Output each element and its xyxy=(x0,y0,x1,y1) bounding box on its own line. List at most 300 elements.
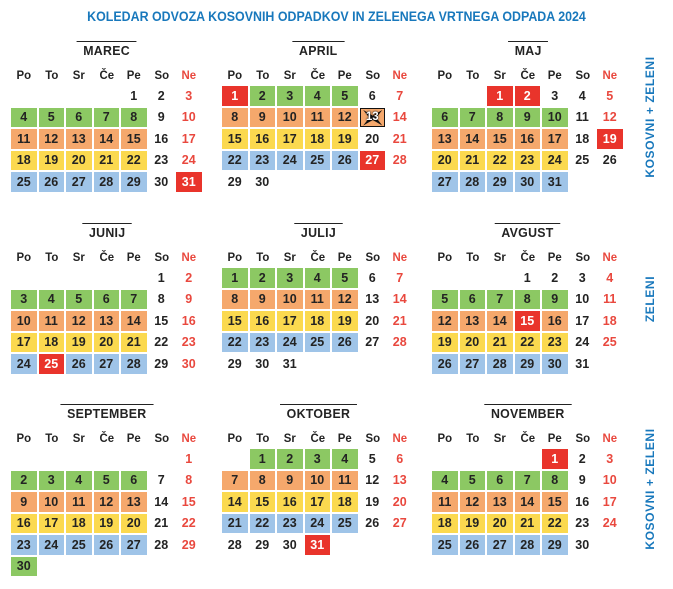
weekday-header-če: Če xyxy=(98,68,114,82)
day-cell-junij-2: 2 xyxy=(185,270,193,285)
weekday-header-so: So xyxy=(364,250,380,264)
empty-cell xyxy=(360,535,386,555)
day-cell-julij-22: 22 xyxy=(222,333,248,353)
day-cell-julij-7: 7 xyxy=(396,270,404,285)
weekday-header-sr: Sr xyxy=(283,250,296,264)
weekday-header-sr: Sr xyxy=(493,68,506,82)
day-cell-september-1: 1 xyxy=(185,451,193,466)
day-cell-november-3: 3 xyxy=(606,451,614,466)
day-cell-april-21: 21 xyxy=(392,131,407,146)
day-grid xyxy=(10,448,204,577)
day-cell-oktober-7: 7 xyxy=(222,471,248,491)
day-cell-junij-10: 10 xyxy=(11,311,37,331)
day-cell-oktober-5: 5 xyxy=(368,451,376,466)
day-cell-junij-19: 19 xyxy=(66,333,92,353)
side-label-kosovni-zeleni-bottom: KOSOVNI + ZELENI xyxy=(643,428,657,550)
empty-cell xyxy=(432,86,458,106)
day-cell-november-19: 19 xyxy=(460,514,486,534)
day-grid xyxy=(431,448,625,556)
day-cell-marec-10: 10 xyxy=(181,110,196,125)
day-cell-november-8: 8 xyxy=(542,471,568,491)
weekday-header-row xyxy=(431,430,625,448)
month-september xyxy=(10,403,204,577)
day-cell-julij-16: 16 xyxy=(250,311,276,331)
day-cell-april-24: 24 xyxy=(277,151,303,171)
day-cell-september-27: 27 xyxy=(121,535,147,555)
day-cell-junij-21: 21 xyxy=(121,333,147,353)
day-cell-junij-8: 8 xyxy=(157,292,165,307)
day-cell-oktober-23: 23 xyxy=(277,514,303,534)
day-cell-april-28: 28 xyxy=(392,153,407,168)
day-cell-junij-17: 17 xyxy=(11,333,37,353)
day-cell-marec-9: 9 xyxy=(157,110,165,125)
weekday-header-če: Če xyxy=(309,250,325,264)
weekday-header-to: To xyxy=(44,250,58,264)
day-cell-julij-29: 29 xyxy=(227,356,242,371)
day-cell-junij-28: 28 xyxy=(121,354,147,374)
day-grid xyxy=(431,85,625,193)
day-cell-julij-12: 12 xyxy=(332,290,358,310)
day-cell-marec-31: 31 xyxy=(176,172,202,192)
day-cell-marec-28: 28 xyxy=(94,172,120,192)
day-cell-maj-21: 21 xyxy=(460,151,486,171)
weekday-header-row xyxy=(10,430,204,448)
day-cell-november-13: 13 xyxy=(487,492,513,512)
day-cell-marec-18: 18 xyxy=(11,151,37,171)
weekday-header-ne: Ne xyxy=(602,431,618,445)
weekday-header-sr: Sr xyxy=(493,431,506,445)
day-cell-julij-11: 11 xyxy=(305,290,331,310)
day-cell-avgust-28: 28 xyxy=(487,354,513,374)
day-cell-april-25: 25 xyxy=(305,151,331,171)
month-title: JUNIJ xyxy=(82,223,132,240)
day-cell-september-5: 5 xyxy=(94,471,120,491)
day-cell-julij-10: 10 xyxy=(277,290,303,310)
day-cell-november-14: 14 xyxy=(515,492,541,512)
empty-cell xyxy=(460,449,486,469)
day-cell-april-8: 8 xyxy=(222,108,248,128)
day-cell-junij-15: 15 xyxy=(154,313,169,328)
day-cell-april-12: 12 xyxy=(332,108,358,128)
empty-cell xyxy=(66,86,92,106)
day-cell-maj-14: 14 xyxy=(460,129,486,149)
day-cell-marec-26: 26 xyxy=(39,172,65,192)
empty-cell xyxy=(66,557,92,577)
day-cell-oktober-15: 15 xyxy=(250,492,276,512)
weekday-header-ne: Ne xyxy=(181,68,197,82)
empty-cell xyxy=(11,268,37,288)
day-cell-julij-14: 14 xyxy=(392,292,407,307)
day-cell-maj-17: 17 xyxy=(542,129,568,149)
weekday-header-to: To xyxy=(255,250,269,264)
day-cell-oktober-13: 13 xyxy=(392,473,407,488)
day-cell-maj-11: 11 xyxy=(575,110,589,125)
day-cell-julij-1: 1 xyxy=(222,268,248,288)
day-cell-april-18: 18 xyxy=(305,129,331,149)
day-cell-maj-30: 30 xyxy=(515,172,541,192)
month-title: SEPTEMBER xyxy=(61,404,154,421)
empty-cell xyxy=(39,86,65,106)
weekday-header-sr: Sr xyxy=(493,250,506,264)
weekday-header-po: Po xyxy=(227,68,243,82)
day-cell-junij-3: 3 xyxy=(11,290,37,310)
weekday-header-pe: Pe xyxy=(337,68,352,82)
day-cell-september-20: 20 xyxy=(121,514,147,534)
weekday-header-po: Po xyxy=(227,250,243,264)
weekday-header-ne: Ne xyxy=(181,431,197,445)
day-cell-marec-8: 8 xyxy=(121,108,147,128)
day-cell-avgust-14: 14 xyxy=(487,311,513,331)
day-cell-oktober-20: 20 xyxy=(392,494,407,509)
weekday-header-ne: Ne xyxy=(392,431,408,445)
day-cell-avgust-11: 11 xyxy=(603,292,617,307)
weekday-header-če: Če xyxy=(309,431,325,445)
weekday-header-so: So xyxy=(574,431,590,445)
weekday-header-so: So xyxy=(153,250,169,264)
day-cell-maj-13: 13 xyxy=(432,129,458,149)
day-cell-maj-1: 1 xyxy=(487,86,513,106)
day-cell-april-20: 20 xyxy=(365,131,380,146)
day-cell-april-7: 7 xyxy=(396,88,404,103)
day-cell-april-19: 19 xyxy=(332,129,358,149)
month-title: MAREC xyxy=(77,41,137,58)
day-cell-junij-12: 12 xyxy=(66,311,92,331)
day-cell-junij-1: 1 xyxy=(157,270,165,285)
weekday-header-to: To xyxy=(465,431,479,445)
day-cell-avgust-22: 22 xyxy=(515,333,541,353)
day-cell-maj-29: 29 xyxy=(487,172,513,192)
day-cell-november-28: 28 xyxy=(515,535,541,555)
day-cell-marec-11: 11 xyxy=(11,129,37,149)
day-cell-julij-25: 25 xyxy=(305,333,331,353)
weekday-header-pe: Pe xyxy=(126,431,141,445)
day-cell-november-4: 4 xyxy=(432,471,458,491)
day-cell-avgust-17: 17 xyxy=(575,313,590,328)
day-cell-junij-16: 16 xyxy=(181,313,196,328)
day-cell-september-29: 29 xyxy=(181,537,196,552)
day-cell-april-15: 15 xyxy=(222,129,248,149)
empty-cell xyxy=(66,268,92,288)
month-title: APRIL xyxy=(292,41,344,58)
day-cell-november-17: 17 xyxy=(602,494,617,509)
day-cell-oktober-10: 10 xyxy=(305,471,331,491)
day-cell-september-28: 28 xyxy=(154,537,169,552)
empty-cell xyxy=(597,535,623,555)
day-cell-avgust-29: 29 xyxy=(515,354,541,374)
day-cell-september-24: 24 xyxy=(39,535,65,555)
day-cell-maj-5: 5 xyxy=(606,88,614,103)
empty-cell xyxy=(121,557,147,577)
day-cell-junij-14: 14 xyxy=(121,311,147,331)
weekday-header-sr: Sr xyxy=(283,68,296,82)
empty-cell xyxy=(305,354,331,374)
day-cell-maj-25: 25 xyxy=(575,153,590,168)
weekday-header-so: So xyxy=(574,68,590,82)
month-november xyxy=(431,403,625,556)
day-cell-avgust-30: 30 xyxy=(542,354,568,374)
day-cell-avgust-31: 31 xyxy=(575,356,590,371)
day-cell-maj-27: 27 xyxy=(432,172,458,192)
weekday-header-po: Po xyxy=(16,68,32,82)
empty-cell xyxy=(387,172,413,192)
weekday-header-to: To xyxy=(465,250,479,264)
day-cell-april-17: 17 xyxy=(277,129,303,149)
day-cell-avgust-4: 4 xyxy=(606,270,614,285)
day-cell-marec-15: 15 xyxy=(121,129,147,149)
day-cell-september-12: 12 xyxy=(94,492,120,512)
day-cell-marec-17: 17 xyxy=(181,131,196,146)
empty-cell xyxy=(332,354,358,374)
day-cell-oktober-3: 3 xyxy=(305,449,331,469)
day-cell-oktober-9: 9 xyxy=(277,471,303,491)
weekday-header-ne: Ne xyxy=(392,68,408,82)
day-cell-avgust-24: 24 xyxy=(575,335,590,350)
weekday-header-row xyxy=(431,249,625,267)
day-cell-julij-30: 30 xyxy=(255,356,270,371)
empty-cell xyxy=(94,557,120,577)
weekday-header-so: So xyxy=(364,431,380,445)
day-cell-september-21: 21 xyxy=(154,516,169,531)
day-cell-september-15: 15 xyxy=(181,494,196,509)
day-cell-maj-22: 22 xyxy=(487,151,513,171)
day-cell-julij-15: 15 xyxy=(222,311,248,331)
day-cell-junij-27: 27 xyxy=(94,354,120,374)
empty-cell xyxy=(305,172,331,192)
empty-cell xyxy=(460,86,486,106)
day-cell-oktober-12: 12 xyxy=(365,473,380,488)
day-cell-oktober-25: 25 xyxy=(332,514,358,534)
day-cell-junij-6: 6 xyxy=(94,290,120,310)
day-cell-maj-3: 3 xyxy=(551,88,559,103)
day-cell-marec-13: 13 xyxy=(66,129,92,149)
day-cell-julij-27: 27 xyxy=(365,335,380,350)
day-cell-november-9: 9 xyxy=(578,473,586,488)
day-cell-april-14: 14 xyxy=(392,110,407,125)
day-cell-maj-20: 20 xyxy=(432,151,458,171)
day-cell-maj-28: 28 xyxy=(460,172,486,192)
weekday-header-so: So xyxy=(364,68,380,82)
empty-cell xyxy=(387,354,413,374)
day-cell-november-16: 16 xyxy=(575,494,590,509)
day-cell-junij-7: 7 xyxy=(121,290,147,310)
day-cell-julij-28: 28 xyxy=(392,335,407,350)
day-grid xyxy=(431,267,625,375)
day-cell-marec-19: 19 xyxy=(39,151,65,171)
day-cell-oktober-11: 11 xyxy=(332,471,358,491)
day-cell-marec-12: 12 xyxy=(39,129,65,149)
month-oktober xyxy=(221,403,415,556)
day-cell-avgust-18: 18 xyxy=(602,313,617,328)
day-cell-april-5: 5 xyxy=(332,86,358,106)
weekday-header-to: To xyxy=(44,431,58,445)
day-cell-marec-30: 30 xyxy=(154,174,169,189)
day-cell-oktober-31: 31 xyxy=(305,535,331,555)
day-cell-avgust-16: 16 xyxy=(542,311,568,331)
day-cell-julij-5: 5 xyxy=(332,268,358,288)
day-cell-avgust-15: 15 xyxy=(515,311,541,331)
day-cell-oktober-29: 29 xyxy=(255,537,270,552)
day-cell-maj-8: 8 xyxy=(487,108,513,128)
day-cell-september-16: 16 xyxy=(11,514,37,534)
day-cell-maj-2: 2 xyxy=(515,86,541,106)
day-cell-avgust-9: 9 xyxy=(542,290,568,310)
day-cell-junij-29: 29 xyxy=(154,356,169,371)
day-cell-junij-13: 13 xyxy=(94,311,120,331)
day-cell-maj-6: 6 xyxy=(432,108,458,128)
day-cell-maj-10: 10 xyxy=(542,108,568,128)
empty-cell xyxy=(94,86,120,106)
day-cell-avgust-21: 21 xyxy=(487,333,513,353)
weekday-header-to: To xyxy=(255,68,269,82)
day-cell-september-7: 7 xyxy=(157,473,165,488)
empty-cell xyxy=(432,449,458,469)
day-cell-junij-9: 9 xyxy=(185,292,193,307)
day-cell-julij-3: 3 xyxy=(277,268,303,288)
day-cell-november-5: 5 xyxy=(460,471,486,491)
day-cell-marec-1: 1 xyxy=(130,88,138,103)
day-cell-avgust-7: 7 xyxy=(487,290,513,310)
day-cell-avgust-26: 26 xyxy=(432,354,458,374)
day-cell-avgust-23: 23 xyxy=(542,333,568,353)
day-cell-november-21: 21 xyxy=(515,514,541,534)
day-cell-maj-15: 15 xyxy=(487,129,513,149)
day-cell-avgust-5: 5 xyxy=(432,290,458,310)
empty-cell xyxy=(597,354,623,374)
day-cell-september-25: 25 xyxy=(66,535,92,555)
day-cell-oktober-22: 22 xyxy=(250,514,276,534)
day-cell-maj-24: 24 xyxy=(542,151,568,171)
day-cell-april-22: 22 xyxy=(222,151,248,171)
empty-cell xyxy=(11,86,37,106)
weekday-header-pe: Pe xyxy=(337,250,352,264)
day-cell-april-4: 4 xyxy=(305,86,331,106)
day-cell-oktober-27: 27 xyxy=(392,516,407,531)
day-cell-november-7: 7 xyxy=(515,471,541,491)
day-cell-oktober-1: 1 xyxy=(250,449,276,469)
weekday-header-to: To xyxy=(44,68,58,82)
day-cell-junij-23: 23 xyxy=(181,335,196,350)
weekday-header-pe: Pe xyxy=(126,250,141,264)
month-title: NOVEMBER xyxy=(485,404,572,421)
empty-cell xyxy=(121,449,147,469)
day-cell-julij-4: 4 xyxy=(305,268,331,288)
weekday-header-row xyxy=(10,67,204,85)
day-cell-marec-25: 25 xyxy=(11,172,37,192)
day-grid xyxy=(221,267,415,375)
empty-cell xyxy=(66,449,92,469)
day-grid xyxy=(10,267,204,375)
day-cell-marec-20: 20 xyxy=(66,151,92,171)
weekday-header-po: Po xyxy=(227,431,243,445)
weekday-header-sr: Sr xyxy=(72,68,85,82)
day-cell-november-1: 1 xyxy=(542,449,568,469)
day-cell-junij-30: 30 xyxy=(181,356,196,371)
day-cell-april-6: 6 xyxy=(368,88,376,103)
weekday-header-če: Če xyxy=(98,250,114,264)
weekday-header-pe: Pe xyxy=(547,250,562,264)
day-cell-avgust-20: 20 xyxy=(460,333,486,353)
empty-cell xyxy=(39,268,65,288)
day-cell-november-24: 24 xyxy=(602,516,617,531)
month-junij xyxy=(10,222,204,375)
day-cell-april-9: 9 xyxy=(250,108,276,128)
day-cell-marec-6: 6 xyxy=(66,108,92,128)
weekday-header-ne: Ne xyxy=(602,68,618,82)
day-cell-oktober-24: 24 xyxy=(305,514,331,534)
weekday-header-po: Po xyxy=(16,250,32,264)
empty-cell xyxy=(570,172,596,192)
month-marec xyxy=(10,40,204,193)
day-grid xyxy=(10,85,204,193)
day-cell-julij-19: 19 xyxy=(332,311,358,331)
day-cell-junij-5: 5 xyxy=(66,290,92,310)
day-cell-oktober-30: 30 xyxy=(282,537,297,552)
weekday-header-pe: Pe xyxy=(547,68,562,82)
month-julij xyxy=(221,222,415,375)
day-cell-oktober-16: 16 xyxy=(277,492,303,512)
day-cell-avgust-8: 8 xyxy=(515,290,541,310)
empty-cell xyxy=(387,535,413,555)
day-cell-maj-16: 16 xyxy=(515,129,541,149)
day-cell-april-30: 30 xyxy=(255,174,270,189)
empty-cell xyxy=(332,535,358,555)
day-cell-april-26: 26 xyxy=(332,151,358,171)
day-cell-september-9: 9 xyxy=(11,492,37,512)
empty-cell xyxy=(94,268,120,288)
weekday-header-pe: Pe xyxy=(547,431,562,445)
page-title: KOLEDAR ODVOZA KOSOVNIH ODPADKOV IN ZELENEGA VRTNEGA ODPADA 2024 xyxy=(87,9,586,24)
day-cell-november-25: 25 xyxy=(432,535,458,555)
day-cell-september-23: 23 xyxy=(11,535,37,555)
day-cell-september-18: 18 xyxy=(66,514,92,534)
weekday-header-po: Po xyxy=(437,68,453,82)
day-cell-oktober-18: 18 xyxy=(332,492,358,512)
weekday-header-pe: Pe xyxy=(337,431,352,445)
weekday-header-če: Če xyxy=(519,431,535,445)
day-cell-september-19: 19 xyxy=(94,514,120,534)
day-cell-september-3: 3 xyxy=(39,471,65,491)
empty-cell xyxy=(432,268,458,288)
day-cell-julij-13: 13 xyxy=(365,292,380,307)
weekday-header-so: So xyxy=(153,68,169,82)
day-cell-avgust-3: 3 xyxy=(578,270,586,285)
day-cell-april-29: 29 xyxy=(227,174,242,189)
empty-cell xyxy=(149,449,175,469)
day-cell-julij-8: 8 xyxy=(222,290,248,310)
day-cell-november-10: 10 xyxy=(602,473,617,488)
day-cell-april-16: 16 xyxy=(250,129,276,149)
day-cell-november-30: 30 xyxy=(575,537,590,552)
day-cell-oktober-8: 8 xyxy=(250,471,276,491)
day-cell-marec-2: 2 xyxy=(157,88,165,103)
month-title: OKTOBER xyxy=(280,404,357,421)
empty-cell xyxy=(11,449,37,469)
day-cell-april-11: 11 xyxy=(305,108,331,128)
day-cell-november-23: 23 xyxy=(575,516,590,531)
weekday-header-so: So xyxy=(574,250,590,264)
weekday-header-po: Po xyxy=(437,250,453,264)
empty-cell xyxy=(332,172,358,192)
day-cell-maj-31: 31 xyxy=(542,172,568,192)
day-cell-september-14: 14 xyxy=(154,494,169,509)
side-label-zeleni: ZELENI xyxy=(643,275,657,323)
day-cell-marec-3: 3 xyxy=(185,88,193,103)
month-april xyxy=(221,40,415,193)
day-cell-junij-22: 22 xyxy=(154,335,169,350)
weekday-header-po: Po xyxy=(437,431,453,445)
day-cell-april-13: 13 xyxy=(360,108,386,128)
day-cell-september-13: 13 xyxy=(121,492,147,512)
